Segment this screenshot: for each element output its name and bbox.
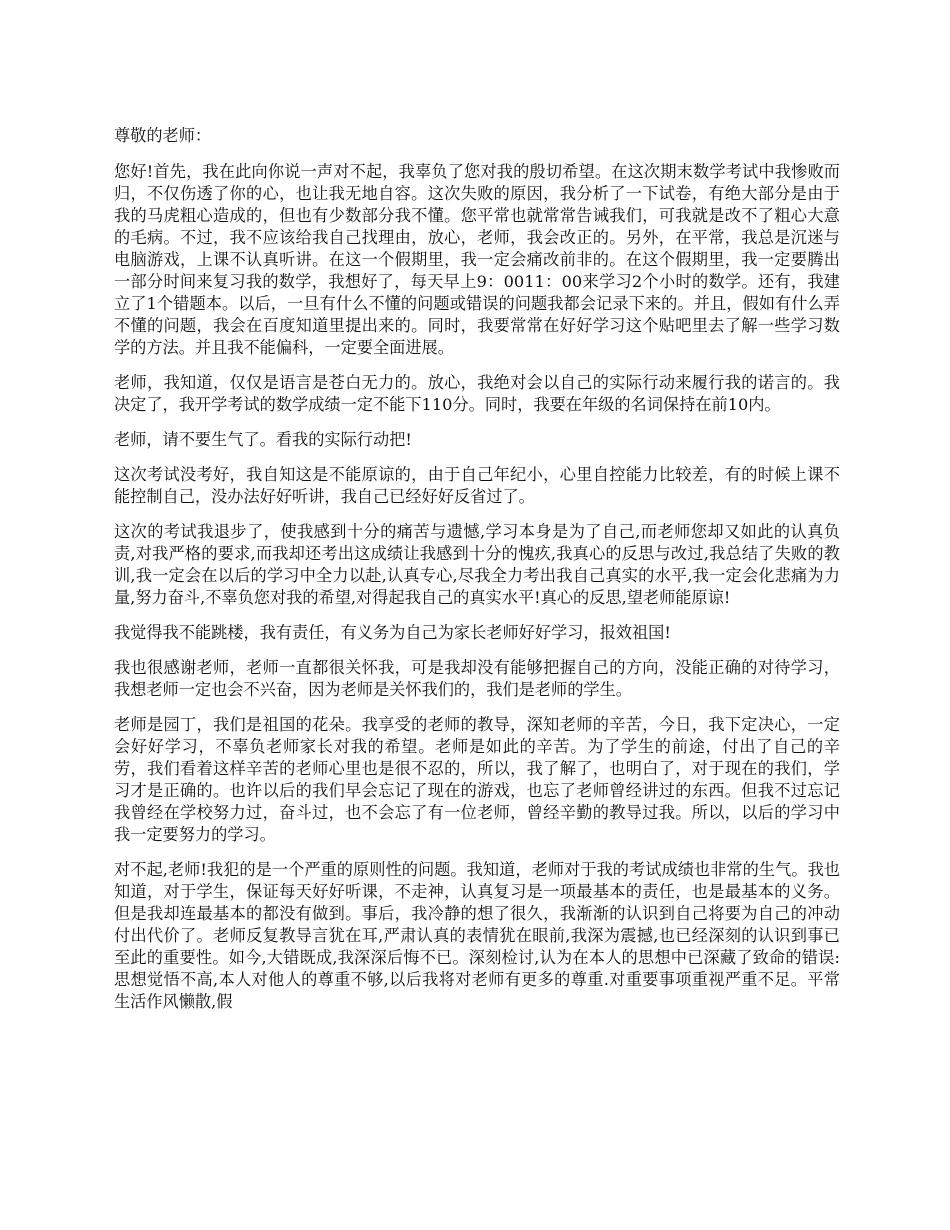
letter-document <box>114 125 840 1026</box>
paragraph-9: 对不起,老师!我犯的是一个严重的原则性的问题。我知道，老师对于我的考试成绩也非常的生气。我也知道，对于学生，保证每天好好听课，不走神，认真复习是一项最基本的责任，也是最基本的义务。但是我却连最基本的都没有做到。事后，我冷静的想了很久，我渐渐的认识到自己将要为自己的冲动付出代价了。老师反复教导言犹在耳,严肃认真的表情犹在眼前,我深为震撼,也已经深刻的认识到事已至此的重要性。如今,大错既成,我深深后悔不已。深刻检讨,认为在本人的思想中已深藏了致命的错误:思想觉悟不高,本人对他人的尊重不够,以后我将对老师有更多的尊重.对重要事项重视严重不足。平常生活作风懒散,假 <box>114 860 840 1011</box>
letter-greeting: 尊敬的老师： <box>114 126 212 145</box>
paragraph-3: 老师，请不要生气了。看我的实际行动把! <box>114 430 412 449</box>
paragraph-8: 老师是园丁，我们是祖国的花朵。我享受的老师的教导，深知老师的辛苦，今日，我下定决心，一定会好好学习，不辜负老师家长对我的希望。老师是如此的辛苦。为了学生的前途，付出了自己的辛劳，我们看着这样辛苦的老师心里也是很不忍的，所以，我了解了，也明白了，对于现在的我们，学习才是正确的。也许以后的我们早会忘记了现在的游戏，也忘了老师曾经讲过的东西。但我不过忘记我曾经在学校努力过，奋斗过，也不会忘了有一位老师，曾经辛勤的教导过我。所以，以后的学习中我一定要努力的学习。 <box>114 715 840 844</box>
paragraph-6: 我觉得我不能跳楼，我有责任，有义务为自己为家长老师好好学习，报效祖国! <box>114 623 671 642</box>
paragraph-7: 我也很感谢老师，老师一直都很关怀我，可是我却没有能够把握自己的方向，没能正确的对待学习，我想老师一定也会不兴奋，因为老师是关怀我们的，我们是老师的学生。 <box>114 658 840 699</box>
paragraph-1: 您好!首先，我在此向你说一声对不起，我辜负了您对我的殷切希望。在这次期末数学考试中我惨败而归，不仅伤透了你的心，也让我无地自容。这次失败的原因，我分析了一下试卷，有绝大部分是由于我的马虎粗心造成的，但也有少数部分我不懂。您平常也就常常告诫我们，可我就是改不了粗心大意的毛病。不过，我不应该给我自己找理由，放心，老师，我会改正的。另外，在平常，我总是沉迷与电脑游戏，上课不认真听讲。在这一个假期里，我一定会痛改前非的。在这个假期里，我一定要腾出一部分时间来复习我的数学，我想好了，每天早上9：0011：00来学习2个小时的数学。还有，我建立了1个错题本。以后，一旦有什么不懂的问题或错误的问题我都会记录下来的。并且，假如有什么弄不懂的问题，我会在百度知道里提出来的。同时，我要常常在好好学习这个贴吧里去了解一些学习数学的方法。并且我不能偏科，一定要全面进展。 <box>114 162 840 357</box>
paragraph-4: 这次考试没考好，我自知这是不能原谅的，由于自己年纪小，心里自控能力比较差，有的时候上课不能控制自己，没办法好好听讲，我自己已经好好反省过了。 <box>114 465 840 506</box>
paragraph-5: 这次的考试我退步了，使我感到十分的痛苦与遗憾,学习本身是为了自己,而老师您却又如此的认真负责,对我严格的要求,而我却还考出这成绩让我感到十分的愧疚,我真心的反思与改过,我总结了失败的教训,我一定会在以后的学习中全力以赴,认真专心,尽我全力考出我自己真实的水平,我一定会化悲痛为力量,努力奋斗,不辜负您对我的希望,对得起我自己的真实水平!真心的反思,望老师能原谅! <box>114 522 840 607</box>
paragraph-2: 老师，我知道，仅仅是语言是苍白无力的。放心，我绝对会以自己的实际行动来履行我的诺言的。我决定了，我开学考试的数学成绩一定不能下110分。同时，我要在年级的名词保持在前10内。 <box>114 373 840 414</box>
